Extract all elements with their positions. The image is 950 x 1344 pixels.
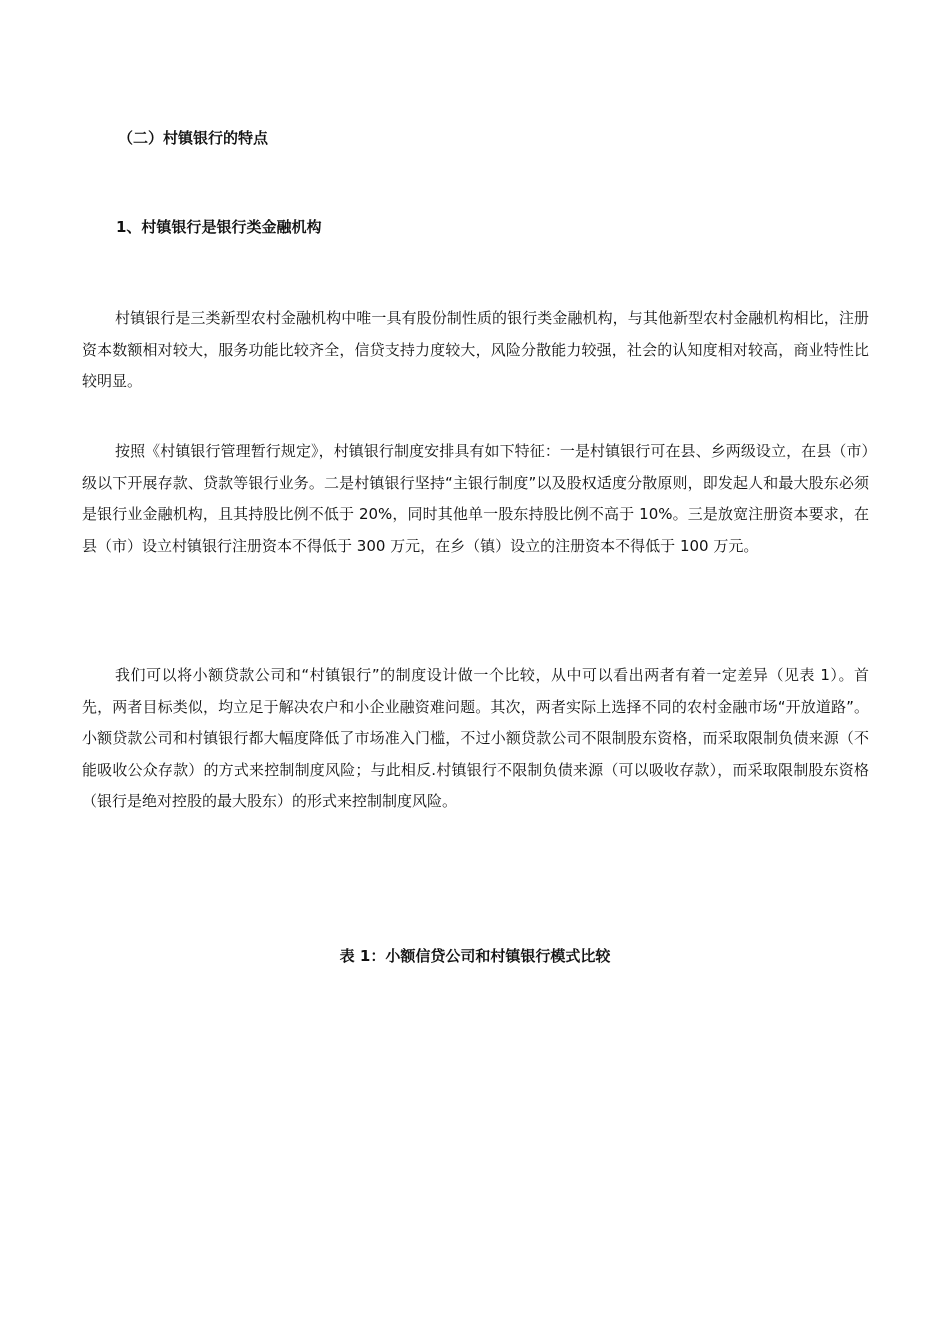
table-caption: 表 1：小额信贷公司和村镇银行模式比较 [339, 947, 611, 965]
subsection-heading: 1、村镇银行是银行类金融机构 [116, 218, 322, 236]
section-heading: （二）村镇银行的特点 [118, 129, 269, 147]
body-paragraph: 我们可以将小额贷款公司和“村镇银行”的制度设计做一个比较，从中可以看出两者有着一定差异（见表 1）。首先，两者目标类似，均立足于解决农户和小企业融资难问题。其次，两者实际上选择不同的农村金融市场“开放道路”。小额贷款公司和村镇银行都大幅度降低了市场准入门槛，不过小额贷款公司不限制股东资格，而采取限制负债来源（不能吸收公众存款）的方式来控制制度风险；与此相反.村镇银行不限制负债来源（可以吸收存款），而采取限制股东资格（银行是绝对控股的最大股东）的形式来控制制度风险。 [82, 666, 869, 810]
body-paragraph: 按照《村镇银行管理暂行规定》，村镇银行制度安排具有如下特征：一是村镇银行可在县、乡两级设立，在县（市）级以下开展存款、贷款等银行业务。二是村镇银行坚持“主银行制度”以及股权适度分散原则，即发起人和最大股东必须是银行业金融机构，且其持股比例不低于 20%，同时其他单一股东持股比例不高于 10%。三是放宽注册资本要求，在县（市）设立村镇银行注册资本不得低于 300 万元，在乡（镇）设立的注册资本不得低于 100 万元。 [82, 442, 869, 555]
body-paragraph: 村镇银行是三类新型农村金融机构中唯一具有股份制性质的银行类金融机构，与其他新型农村金融机构相比，注册资本数额相对较大，服务功能比较齐全，信贷支持力度较大，风险分散能力较强，社会的认知度相对较高，商业特性比较明显。 [82, 309, 869, 390]
